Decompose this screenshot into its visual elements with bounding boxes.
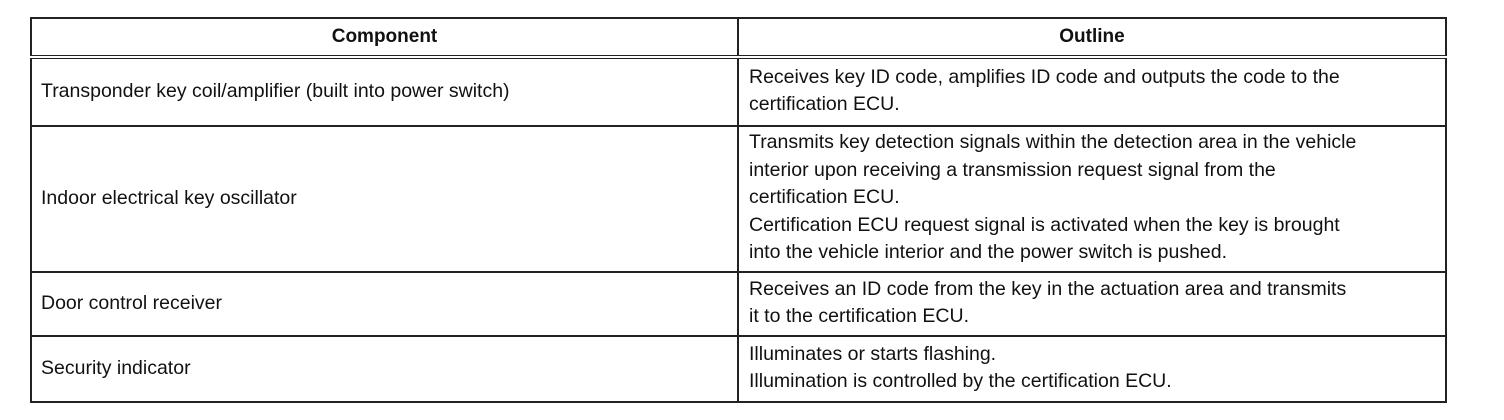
component-cell: Security indicator [31, 336, 738, 402]
outline-line: Illuminates or starts flashing. [749, 342, 997, 365]
component-cell: Door control receiver [31, 272, 738, 336]
header-row [31, 18, 1446, 57]
outline-line: Certification ECU request signal is activated when the key is brought [749, 213, 1340, 236]
outline-cell [738, 126, 1446, 272]
outline-cell [738, 272, 1446, 336]
header-outline: Outline [738, 18, 1446, 57]
outline-line: it to the certification ECU. [749, 305, 970, 327]
table-row [31, 336, 1446, 402]
outline-line: Illumination is controlled by the certification ECU. [749, 370, 1172, 392]
component-outline-table [30, 17, 1447, 403]
outline-line: certification ECU. [749, 186, 900, 209]
table-row [31, 126, 1446, 272]
outline-line: Receives key ID code, amplifies ID code and outputs the code to the [749, 65, 1340, 88]
outline-cell [738, 57, 1446, 126]
outline-line: Receives an ID code from the key in the actuation area and transmits [749, 277, 1347, 300]
outline-line: into the vehicle interior and the power switch is pushed. [749, 241, 1228, 264]
outline-line: interior upon receiving a transmission request signal from the [749, 158, 1276, 181]
outline-cell [738, 336, 1446, 402]
outline-line: Transmits key detection signals within the detection area in the vehicle [749, 131, 1357, 154]
table-row [31, 57, 1446, 126]
header-component: Component [31, 18, 738, 57]
component-cell: Indoor electrical key oscillator [31, 126, 738, 272]
outline-line: certification ECU. [749, 93, 900, 115]
component-cell: Transponder key coil/amplifier (built into power switch) [31, 57, 738, 126]
table-row [31, 272, 1446, 336]
